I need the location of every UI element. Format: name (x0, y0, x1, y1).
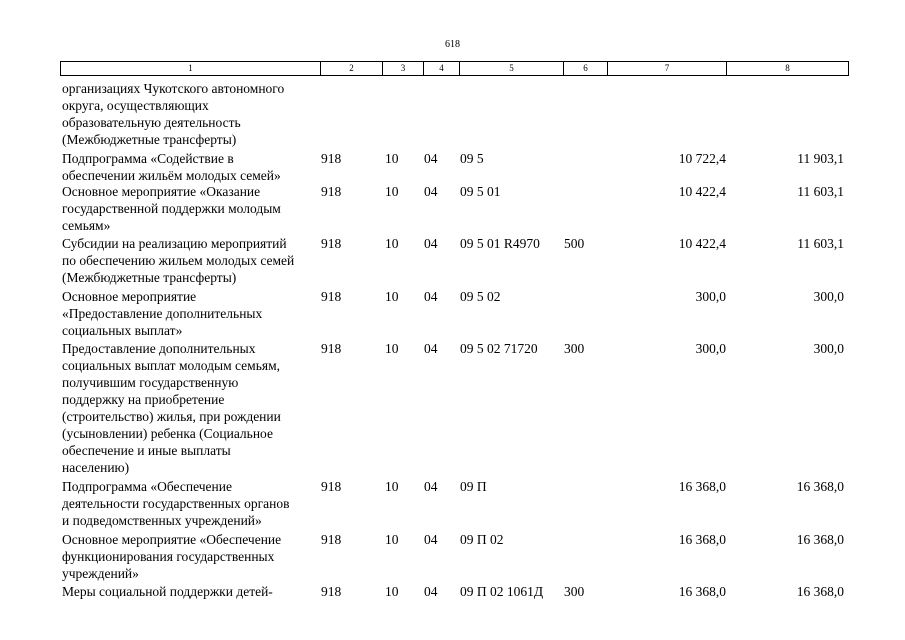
row-code-ministry: 918 (321, 532, 342, 547)
row-code-ministry: 918 (321, 289, 342, 304)
row-code-subsection: 04 (424, 532, 438, 547)
column-header-5: 5 (509, 63, 514, 73)
row-code-target: 09 П 02 (460, 532, 504, 547)
row-code-target: 09 5 02 71720 (460, 341, 538, 356)
row-code-target: 09 П 02 1061Д (460, 584, 544, 599)
row-amount-col8: 16 368,0 (796, 584, 844, 599)
row-code-target: 09 5 01 R4970 (460, 236, 540, 251)
row-code-section: 10 (385, 184, 399, 199)
row-description: Основное мероприятие «Обеспечение функционирования государственных учреждений» (62, 532, 282, 581)
row-description: Подпрограмма «Содействие в обеспечении жильём молодых семей» (62, 151, 281, 183)
row-amount-col7: 300,0 (695, 289, 726, 304)
row-amount-col7: 16 368,0 (678, 532, 726, 547)
row-description: организациях Чукотского автономного округа, осуществляющих образовательную деятельность (Межбюджетные трансферты) (62, 81, 285, 147)
row-amount-col7: 10 422,4 (678, 184, 726, 199)
column-header-7: 7 (664, 63, 670, 73)
row-code-ministry: 918 (321, 584, 342, 599)
row-code-ministry: 918 (321, 151, 342, 166)
row-amount-col8: 11 603,1 (797, 236, 844, 251)
row-amount-col7: 10 422,4 (678, 236, 726, 251)
row-code-target: 09 5 01 (460, 184, 501, 199)
row-code-expense-type: 300 (564, 584, 585, 599)
column-header-1: 1 (188, 63, 193, 73)
row-amount-col7: 10 722,4 (678, 151, 726, 166)
row-amount-col7: 300,0 (695, 341, 726, 356)
row-code-target: 09 П (460, 479, 487, 494)
row-code-subsection: 04 (424, 184, 438, 199)
row-amount-col8: 300,0 (813, 289, 844, 304)
row-code-section: 10 (385, 236, 399, 251)
row-code-section: 10 (385, 341, 399, 356)
column-header-3: 3 (400, 63, 406, 73)
row-description: Меры социальной поддержки детей- (62, 584, 273, 599)
row-code-expense-type: 500 (564, 236, 585, 251)
row-code-subsection: 04 (424, 236, 438, 251)
page-number: 618 (445, 39, 460, 50)
row-code-subsection: 04 (424, 479, 438, 494)
row-code-ministry: 918 (321, 184, 342, 199)
row-code-ministry: 918 (321, 236, 342, 251)
row-code-target: 09 5 (460, 151, 484, 166)
row-description: Подпрограмма «Обеспечение деятельности государственных органов и подведомственных учреждений» (62, 479, 290, 528)
row-code-ministry: 918 (321, 341, 342, 356)
row-code-section: 10 (385, 584, 399, 599)
row-description: Основное мероприятие «Предоставление дополнительных социальных выплат» (62, 289, 263, 338)
row-code-section: 10 (385, 532, 399, 547)
row-code-target: 09 5 02 (460, 289, 501, 304)
row-code-section: 10 (385, 289, 399, 304)
row-amount-col7: 16 368,0 (678, 584, 726, 599)
row-code-section: 10 (385, 479, 399, 494)
row-amount-col8: 11 603,1 (797, 184, 844, 199)
row-code-ministry: 918 (321, 479, 342, 494)
row-description: Основное мероприятие «Оказание государственной поддержки молодым семьям» (62, 184, 281, 233)
column-header-2: 2 (349, 63, 354, 73)
row-code-subsection: 04 (424, 584, 438, 599)
column-header-8: 8 (785, 63, 790, 73)
row-amount-col8: 300,0 (813, 341, 844, 356)
column-number-header (60, 61, 849, 76)
column-header-4: 4 (439, 63, 444, 73)
row-amount-col8: 16 368,0 (796, 479, 844, 494)
row-amount-col7: 16 368,0 (678, 479, 726, 494)
row-amount-col8: 16 368,0 (796, 532, 844, 547)
row-description: Субсидии на реализацию мероприятий по обеспечению жильем молодых семей (Межбюджетные трансферты) (62, 236, 295, 285)
row-code-subsection: 04 (424, 341, 438, 356)
row-code-section: 10 (385, 151, 399, 166)
column-header-6: 6 (583, 63, 588, 73)
row-description: Предоставление дополнительных социальных выплат молодым семьям, получившим государственную поддержку на приобретение (строительство) жилья, при рождении (усыновлении) ребенка (Социальное обеспечение и иные выплаты населению) (62, 341, 281, 475)
row-code-subsection: 04 (424, 289, 438, 304)
row-code-subsection: 04 (424, 151, 438, 166)
row-code-expense-type: 300 (564, 341, 585, 356)
row-amount-col8: 11 903,1 (797, 151, 844, 166)
